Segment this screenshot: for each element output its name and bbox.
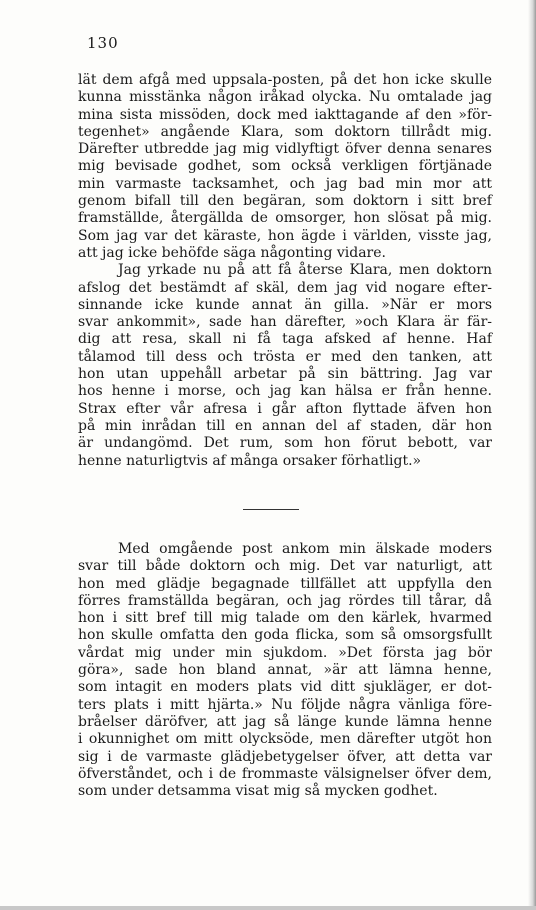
text-line: hon utan uppehåll arbetar på sin bättring. Jag var [78, 366, 492, 383]
text-line: dig att resa, skall ni få taga afsked af henne. Haf [78, 331, 492, 348]
text-line: tålamod till dess och trösta er med den tanken, att [78, 348, 492, 365]
text-line: svar till både doktorn och mig. Det var naturligt, att [78, 558, 492, 575]
text-line: som under detsamma visat mig så mycken godhet. [78, 783, 438, 800]
text-line: bråelser däröfver, att jag så länge kunde lämna henne [78, 713, 492, 730]
text-line: Med omgående post ankom min älskade moders [118, 541, 492, 557]
text-line: hos henne i morse, och jag kan hälsa er från henne. [78, 383, 492, 400]
text-line: henne naturligtvis af många orsaker förhatligt.» [78, 452, 422, 469]
text-line: genom bifall till den begäran, som doktorn i sitt bref [78, 193, 492, 210]
text-line: göra», sade hon bland annat, »är att lämna henne, [78, 662, 492, 679]
text-line: att jag icke behöfde säga någonting vidare. [78, 244, 386, 261]
text-line: kunna misstänka någon iråkad olycka. Nu omtalade jag [78, 89, 492, 106]
section-separator-rule [243, 509, 299, 510]
scan-page-edge [528, 0, 536, 910]
text-line: lät dem afgå med uppsala-posten, på det hon icke skulle [78, 72, 492, 88]
text-line: hon i sitt bref till mig talade om den kärlek, hvarmed [78, 610, 492, 627]
text-line: svar ankommit», sade han därefter, »och Klara är fär- [78, 314, 492, 331]
text-line: Som jag var det käraste, hon ägde i världen, visste jag, [78, 227, 492, 244]
text-line: på min inrådan till en annan del af staden, där hon [78, 417, 492, 434]
text-line: Strax efter vår afresa i går afton flyttade äfven hon [78, 400, 492, 417]
text-line: framställde, återgällda de omsorger, hon slösat på mig. [78, 210, 492, 227]
lower-text-block [78, 541, 492, 800]
text-line: mina sista missöden, dock med iakttagande af den »för- [78, 106, 492, 123]
text-line: hon med glädje begagnade tillfället att uppfylla den [78, 575, 492, 592]
text-line: min varmaste tacksamhet, och jag bad min mor att [78, 175, 492, 192]
upper-text-block [78, 72, 492, 470]
paragraph-2 [78, 262, 492, 470]
paragraph-3 [78, 541, 492, 800]
text-line: tegenhet» angående Klara, som doktorn tillrådt mig. [78, 123, 492, 140]
text-line: mig bevisade godhet, som också verkligen förtjänade [78, 158, 492, 175]
text-line: afslog det bestämdt af skäl, dem jag vid nogare efter- [78, 279, 492, 296]
text-line: sig i de varmaste glädjebetygelser öfver, att detta var [78, 748, 492, 765]
text-line: som intagit en moders plats vid ditt sjukläger, er dot- [78, 679, 492, 696]
paragraph-1 [78, 72, 492, 262]
text-line: är undangömd. Det rum, som hon förut bebott, var [78, 435, 492, 452]
text-line: öfverståndet, och i de frommaste välsignelser öfver dem, [78, 765, 492, 782]
text-line: förres framställda begäran, och jag rördes till tårar, då [78, 592, 492, 609]
text-line: hon skulle omfatta den goda flicka, som så omsorgsfullt [78, 627, 492, 644]
text-line: sinnande icke kunde annat än gilla. »När er mors [78, 296, 492, 313]
text-line: i okunnighet om mitt olycksöde, men därefter utgöt hon [78, 731, 492, 748]
text-line: Därefter utbredde jag mig vidlyftigt öfver denna senares [78, 141, 492, 158]
text-line: Jag yrkade nu på att få återse Klara, men doktorn [118, 262, 492, 279]
scan-bottom-edge [0, 906, 536, 910]
text-line: vårdat mig under min sjukdom. »Det första jag bör [78, 644, 492, 661]
page-number: 130 [87, 34, 119, 52]
text-line: ters plats i mitt hjärta.» Nu följde några vänliga före- [78, 696, 492, 713]
